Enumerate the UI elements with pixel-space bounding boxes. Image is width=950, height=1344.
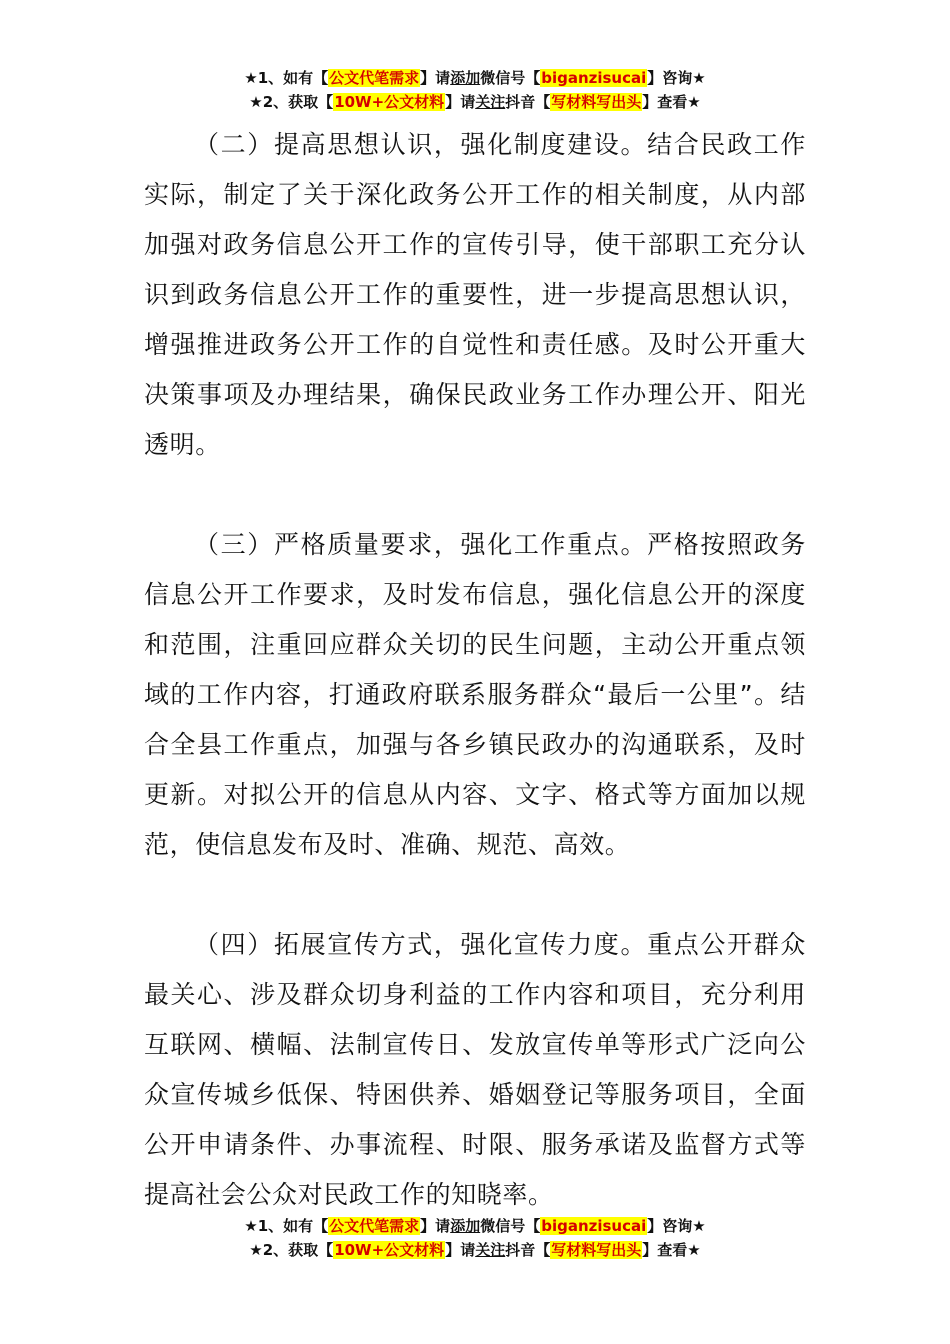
banner-text: 抖音【: [505, 1241, 551, 1259]
banner-text: 】查看★: [642, 93, 701, 111]
banner-text: 】请: [445, 1241, 476, 1259]
banner-text: ★1、如有【: [244, 1217, 329, 1235]
banner-text: 】咨询★: [647, 69, 706, 87]
header-banner: [0, 66, 950, 114]
banner-text: ★2、获取【: [249, 1241, 334, 1259]
banner-emphasis: 关注: [475, 93, 506, 111]
banner-text: ★2、获取【: [249, 93, 334, 111]
banner-emphasis: 添加: [450, 69, 481, 87]
document-body: [144, 120, 806, 1220]
banner-text: 】请: [445, 93, 476, 111]
banner-text: 】请: [420, 69, 451, 87]
banner-emphasis: 添加: [450, 1217, 481, 1235]
banner-highlight: 公文代笔需求: [329, 69, 420, 87]
banner-highlight: 写材料写出头: [551, 93, 642, 111]
banner-line-1: [0, 1214, 950, 1238]
banner-highlight: biganzisucai: [541, 69, 647, 87]
paragraph-3: （三）严格质量要求，强化工作重点。严格按照政务信息公开工作要求，及时发布信息，强化信息公开的深度和范围，注重回应群众关切的民生问题，主动公开重点领域的工作内容，打通政府联系服务群众“最后一公里”。结合全县工作重点，加强与各乡镇民政办的沟通联系，及时更新。对拟公开的信息从内容、文字、格式等方面加以规范，使信息发布及时、准确、规范、高效。: [144, 530, 806, 859]
banner-highlight: 写材料写出头: [551, 1241, 642, 1259]
banner-text: 】请: [420, 1217, 451, 1235]
banner-text: 】查看★: [642, 1241, 701, 1259]
banner-text: 微信号【: [480, 1217, 541, 1235]
banner-text: 微信号【: [480, 69, 541, 87]
banner-highlight: 公文代笔需求: [329, 1217, 420, 1235]
banner-text: ★1、如有【: [244, 69, 329, 87]
paragraph-2: （二）提高思想认识，强化制度建设。结合民政工作实际，制定了关于深化政务公开工作的相关制度，从内部加强对政务信息公开工作的宣传引导，使干部职工充分认识到政务信息公开工作的重要性，进一步提高思想认识，增强推进政务公开工作的自觉性和责任感。及时公开重大决策事项及办理结果，确保民政业务工作办理公开、阳光透明。: [144, 130, 806, 459]
footer-banner: [0, 1214, 950, 1262]
paragraph-4: （四）拓展宣传方式，强化宣传力度。重点公开群众最关心、涉及群众切身利益的工作内容和项目，充分利用互联网、横幅、法制宣传日、发放宣传单等形式广泛向公众宣传城乡低保、特困供养、婚姻登记等服务项目，全面公开申请条件、办事流程、时限、服务承诺及监督方式等提高社会公众对民政工作的知晓率。: [144, 930, 806, 1209]
banner-text: 】咨询★: [647, 1217, 706, 1235]
banner-line-1: [0, 66, 950, 90]
banner-line-2: [0, 90, 950, 114]
banner-highlight: 10W+公文材料: [334, 1241, 445, 1259]
banner-highlight: 10W+公文材料: [334, 93, 445, 111]
banner-highlight: biganzisucai: [541, 1217, 647, 1235]
banner-line-2: [0, 1238, 950, 1262]
banner-emphasis: 关注: [475, 1241, 506, 1259]
banner-text: 抖音【: [505, 93, 551, 111]
